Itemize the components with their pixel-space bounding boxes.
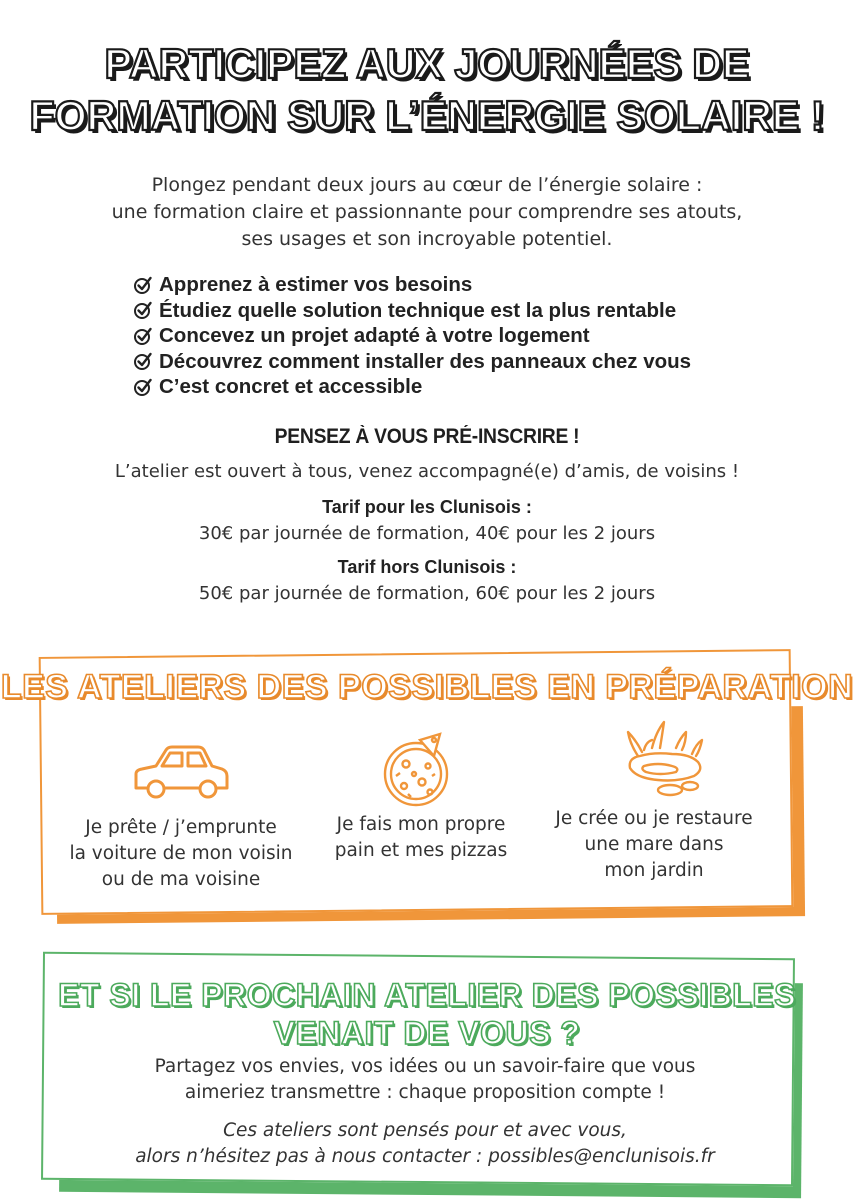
proposal-heading-line-1: ET SI LE PROCHAIN ATELIER DES POSSIBLES [58,977,796,1013]
intro-line-3: ses usages et son incroyable potentiel. [241,228,613,250]
activity-pizza [310,812,532,864]
benefits-checklist [133,272,691,400]
proposal-heading-line-2: VENAIT DE VOUS ? [273,1015,581,1051]
activity-line: Je fais mon propre [336,814,506,835]
checklist-item [133,374,691,400]
local-price-label: Tarif pour les Clunisois : [322,497,532,517]
contact-text-line: Ces ateliers sont pensés pour et avec vous, [223,1120,627,1141]
activity-line: pain et mes pizzas [334,840,508,861]
title-line-1: PARTICIPEZ AUX JOURNÉES DE [104,40,750,87]
ateliers-heading: LES ATELIERS DES POSSIBLES EN PRÉPARATION [0,668,854,706]
checklist-item [133,298,691,324]
activity-line: ou de ma voisine [101,869,261,890]
title-line-2: FORMATION SUR L’ÉNERGIE SOLAIRE ! [29,92,825,139]
activity-line: mon jardin [604,860,704,881]
checklist-text: Apprenez à estimer vos besoins [159,273,473,296]
check-circle-icon [133,377,153,397]
activity-line: la voiture de mon voisin [69,843,293,864]
activity-line: Je prête / j’emprunte [85,817,277,838]
contact-text [80,1118,770,1170]
page-title [9,38,846,142]
contact-text-line: alors n’hésitez pas à nous contacter : possibles@enclunisois.fr [135,1146,715,1167]
proposal-text-line: Partagez vos envies, vos idées ou un savoir-faire que vous [154,1056,696,1077]
pizza-icon [382,730,454,808]
intro-line-1: Plongez pendant deux jours au cœur de l’énergie solaire : [151,174,703,196]
check-circle-icon [133,300,153,320]
open-to-all-text: L’atelier est ouvert à tous, venez accompagné(e) d’amis, de voisins ! [114,461,740,482]
preregister-heading: PENSEZ À VOUS PRÉ-INSCRIRE ! [274,425,580,448]
intro-paragraph [60,172,794,253]
activity-line: Je crée ou je restaure [555,808,753,829]
checklist-item [133,349,691,375]
car-icon [130,742,232,804]
checklist-item [133,272,691,298]
check-circle-icon [133,326,153,346]
other-price-label: Tarif hors Clunisois : [337,557,517,577]
checklist-text: C’est concret et accessible [159,375,423,398]
activity-line: une mare dans [584,834,724,855]
check-circle-icon [133,275,153,295]
proposal-text [80,1054,770,1106]
checklist-text: Découvrez comment installer des panneaux chez vous [159,349,692,373]
checklist-item [133,323,691,349]
checklist-text: Étudiez quelle solution technique est la plus rentable [159,298,677,322]
pond-icon [624,718,706,798]
proposal-text-line: aimeriez transmettre : chaque proposition compte ! [184,1082,666,1103]
local-price-value: 30€ par journée de formation, 40€ pour les 2 jours [198,523,656,544]
intro-line-2: une formation claire et passionnante pour comprendre ses atouts, [111,201,743,223]
activity-pond [538,806,770,884]
other-price-value: 50€ par journée de formation, 60€ pour les 2 jours [198,583,656,604]
checklist-text: Concevez un projet adapté à votre logement [159,324,590,347]
proposal-heading [0,976,854,1052]
check-circle-icon [133,351,153,371]
activity-car [66,815,296,893]
